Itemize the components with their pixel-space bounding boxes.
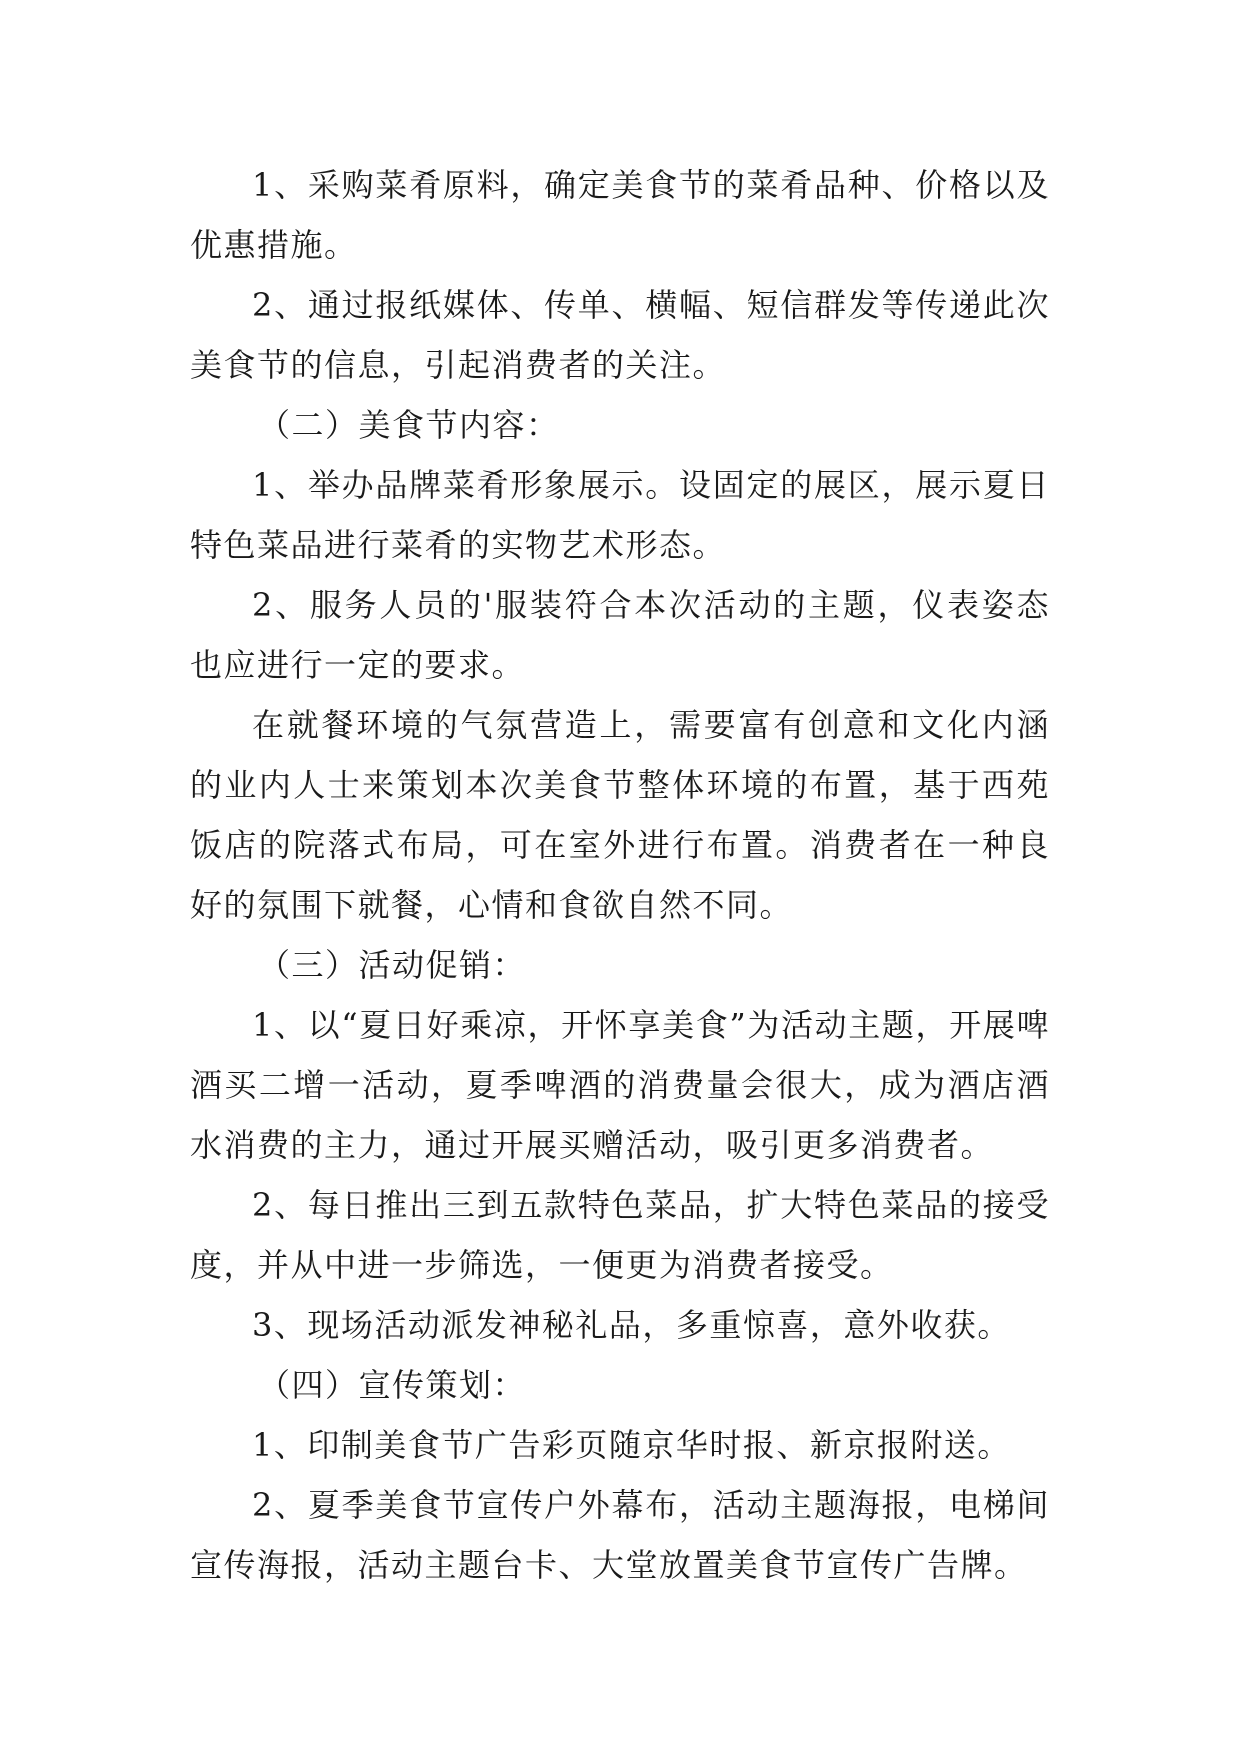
paragraph-staff-attire: 2、服务人员的'服装符合本次活动的主题，仪表姿态也应进行一定的要求。 xyxy=(190,586,1050,684)
paragraph-media-promotion: 2、通过报纸媒体、传单、横幅、短信群发等传递此次美食节的信息，引起消费者的关注。 xyxy=(190,286,1050,384)
paragraph-purchase-materials: 1、采购菜肴原料，确定美食节的菜肴品种、价格以及优惠措施。 xyxy=(190,166,1050,264)
section-heading-publicity: （四）宣传策划： xyxy=(258,1366,527,1404)
paragraph-daily-specials: 2、每日推出三到五款特色菜品，扩大特色菜品的接受度，并从中进一步筛选，一便更为消费者接受。 xyxy=(190,1186,1050,1284)
paragraph-dining-environment: 在就餐环境的气氛营造上，需要富有创意和文化内涵的业内人士来策划本次美食节整体环境的布置，基于西苑饭店的院落式布局，可在室外进行布置。消费者在一种良好的氛围下就餐，心情和食欲自然不同。 xyxy=(190,706,1050,924)
document-page xyxy=(190,155,1050,1595)
paragraph-outdoor-banners: 2、夏季美食节宣传户外幕布，活动主题海报，电梯间宣传海报，活动主题台卡、大堂放置美食节宣传广告牌。 xyxy=(190,1486,1050,1584)
paragraph-brand-display: 1、举办品牌菜肴形象展示。设固定的展区，展示夏日特色菜品进行菜肴的实物艺术形态。 xyxy=(190,466,1050,564)
section-heading-promotions: （三）活动促销： xyxy=(258,946,527,984)
section-heading-festival-content: （二）美食节内容： xyxy=(258,406,560,444)
paragraph-print-ads: 1、印制美食节广告彩页随京华时报、新京报附送。 xyxy=(252,1426,1011,1464)
paragraph-beer-promotion: 1、以“夏日好乘凉，开怀享美食”为活动主题，开展啤酒买二增一活动，夏季啤酒的消费量会很大，成为酒店酒水消费的主力，通过开展买赠活动，吸引更多消费者。 xyxy=(190,1006,1050,1164)
paragraph-mystery-gifts: 3、现场活动派发神秘礼品，多重惊喜，意外收获。 xyxy=(252,1306,1011,1344)
